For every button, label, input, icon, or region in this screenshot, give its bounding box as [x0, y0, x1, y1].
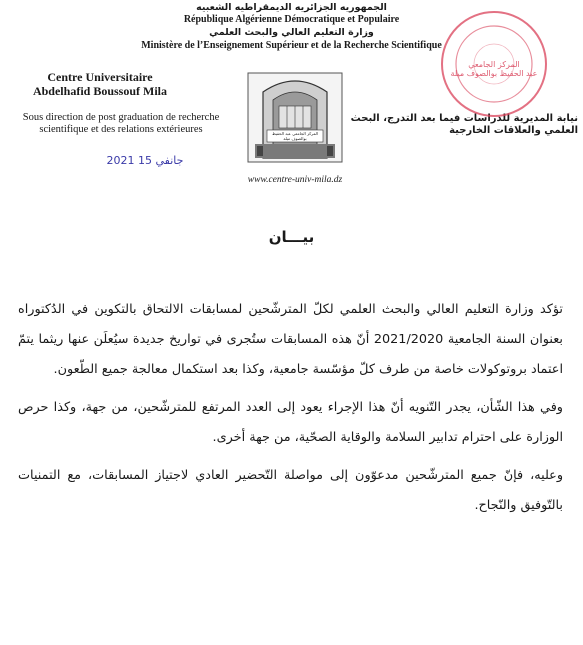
announcement-body	[18, 295, 563, 521]
official-stamp	[438, 8, 550, 120]
ministry-french: Ministère de l’Enseignement Supérieur et de la Recherche Scientifique	[141, 40, 442, 51]
subdirection-french-line2: scientifique et des relations extérieures	[39, 124, 203, 135]
republic-french: République Algérienne Démocratique et Populaire	[183, 14, 400, 25]
document-date: 2021 جانفي 15	[106, 154, 184, 167]
subdirection-arabic-line2: العلمي والعلاقات الخارجية	[449, 125, 578, 136]
paragraph-2: وفي هذا الشّأن، يجدر التّنويه أنّ هذا الإجراء يعود إلى العدد المرتفع للمترشّحين، من جهة، وكذا حرص الوزارة على احترام تدابير السلامة والوقاية الصحّية، من جهة أخرى.	[18, 400, 563, 445]
document-title: بيـــان	[268, 228, 315, 246]
website-url: www.centre-univ-mila.dz	[247, 175, 343, 185]
subdirection-french-line1: Sous direction de post graduation de recherche	[22, 112, 220, 123]
logo-inscription: المركز الجامعي عبد الحفيظ بوالصوف ميلة	[272, 131, 318, 141]
paragraph-3: وعليه، فإنّ جميع المترشّحين مدعوّون إلى مواصلة التّحضير العادي لاجتياز المسابقات، مع التمنيات بالتّوفيق والنّجاح.	[18, 468, 563, 513]
subdirection-french	[6, 112, 236, 136]
institution-name-line1: Centre Universitaire	[47, 70, 153, 84]
subdirection-arabic-line1: نيابة المديرية للدراسات فيما بعد التدرج، البحث	[350, 113, 578, 124]
stamp-line2: عبد الحفيظ بوالصوف ميلة	[450, 69, 538, 78]
stamp-line1: المركز الجامعي	[468, 60, 520, 69]
institution-name	[0, 70, 200, 98]
republic-arabic: الجمهوريه الجزائريه الديمقراطيه الشعبيه	[196, 2, 387, 13]
institution-name-line2: Abdelhafid Boussouf Mila	[32, 84, 168, 98]
stamp-text	[438, 60, 550, 78]
paragraph-1: تؤكد وزارة التعليم العالي والبحث العلمي لكلّ المترشّحين لمسابقات الالتحاق بالتكوين في الدُكتوراه بعنوان السنة الجامعية 2021/2020 أنّ هذه المسابقات ستُجرى في تواريخ جديدة سيُعلَن عنها ريثما يتمّ اعتماد بروتوكولات خاصة من طرف كلّ مؤسّسة جامعية، وكذا بعد استكمال معالجة جميع الطّعون.	[18, 302, 563, 377]
ministry-arabic: وزارة التعليم العالي والبحث العلمي	[209, 27, 374, 38]
